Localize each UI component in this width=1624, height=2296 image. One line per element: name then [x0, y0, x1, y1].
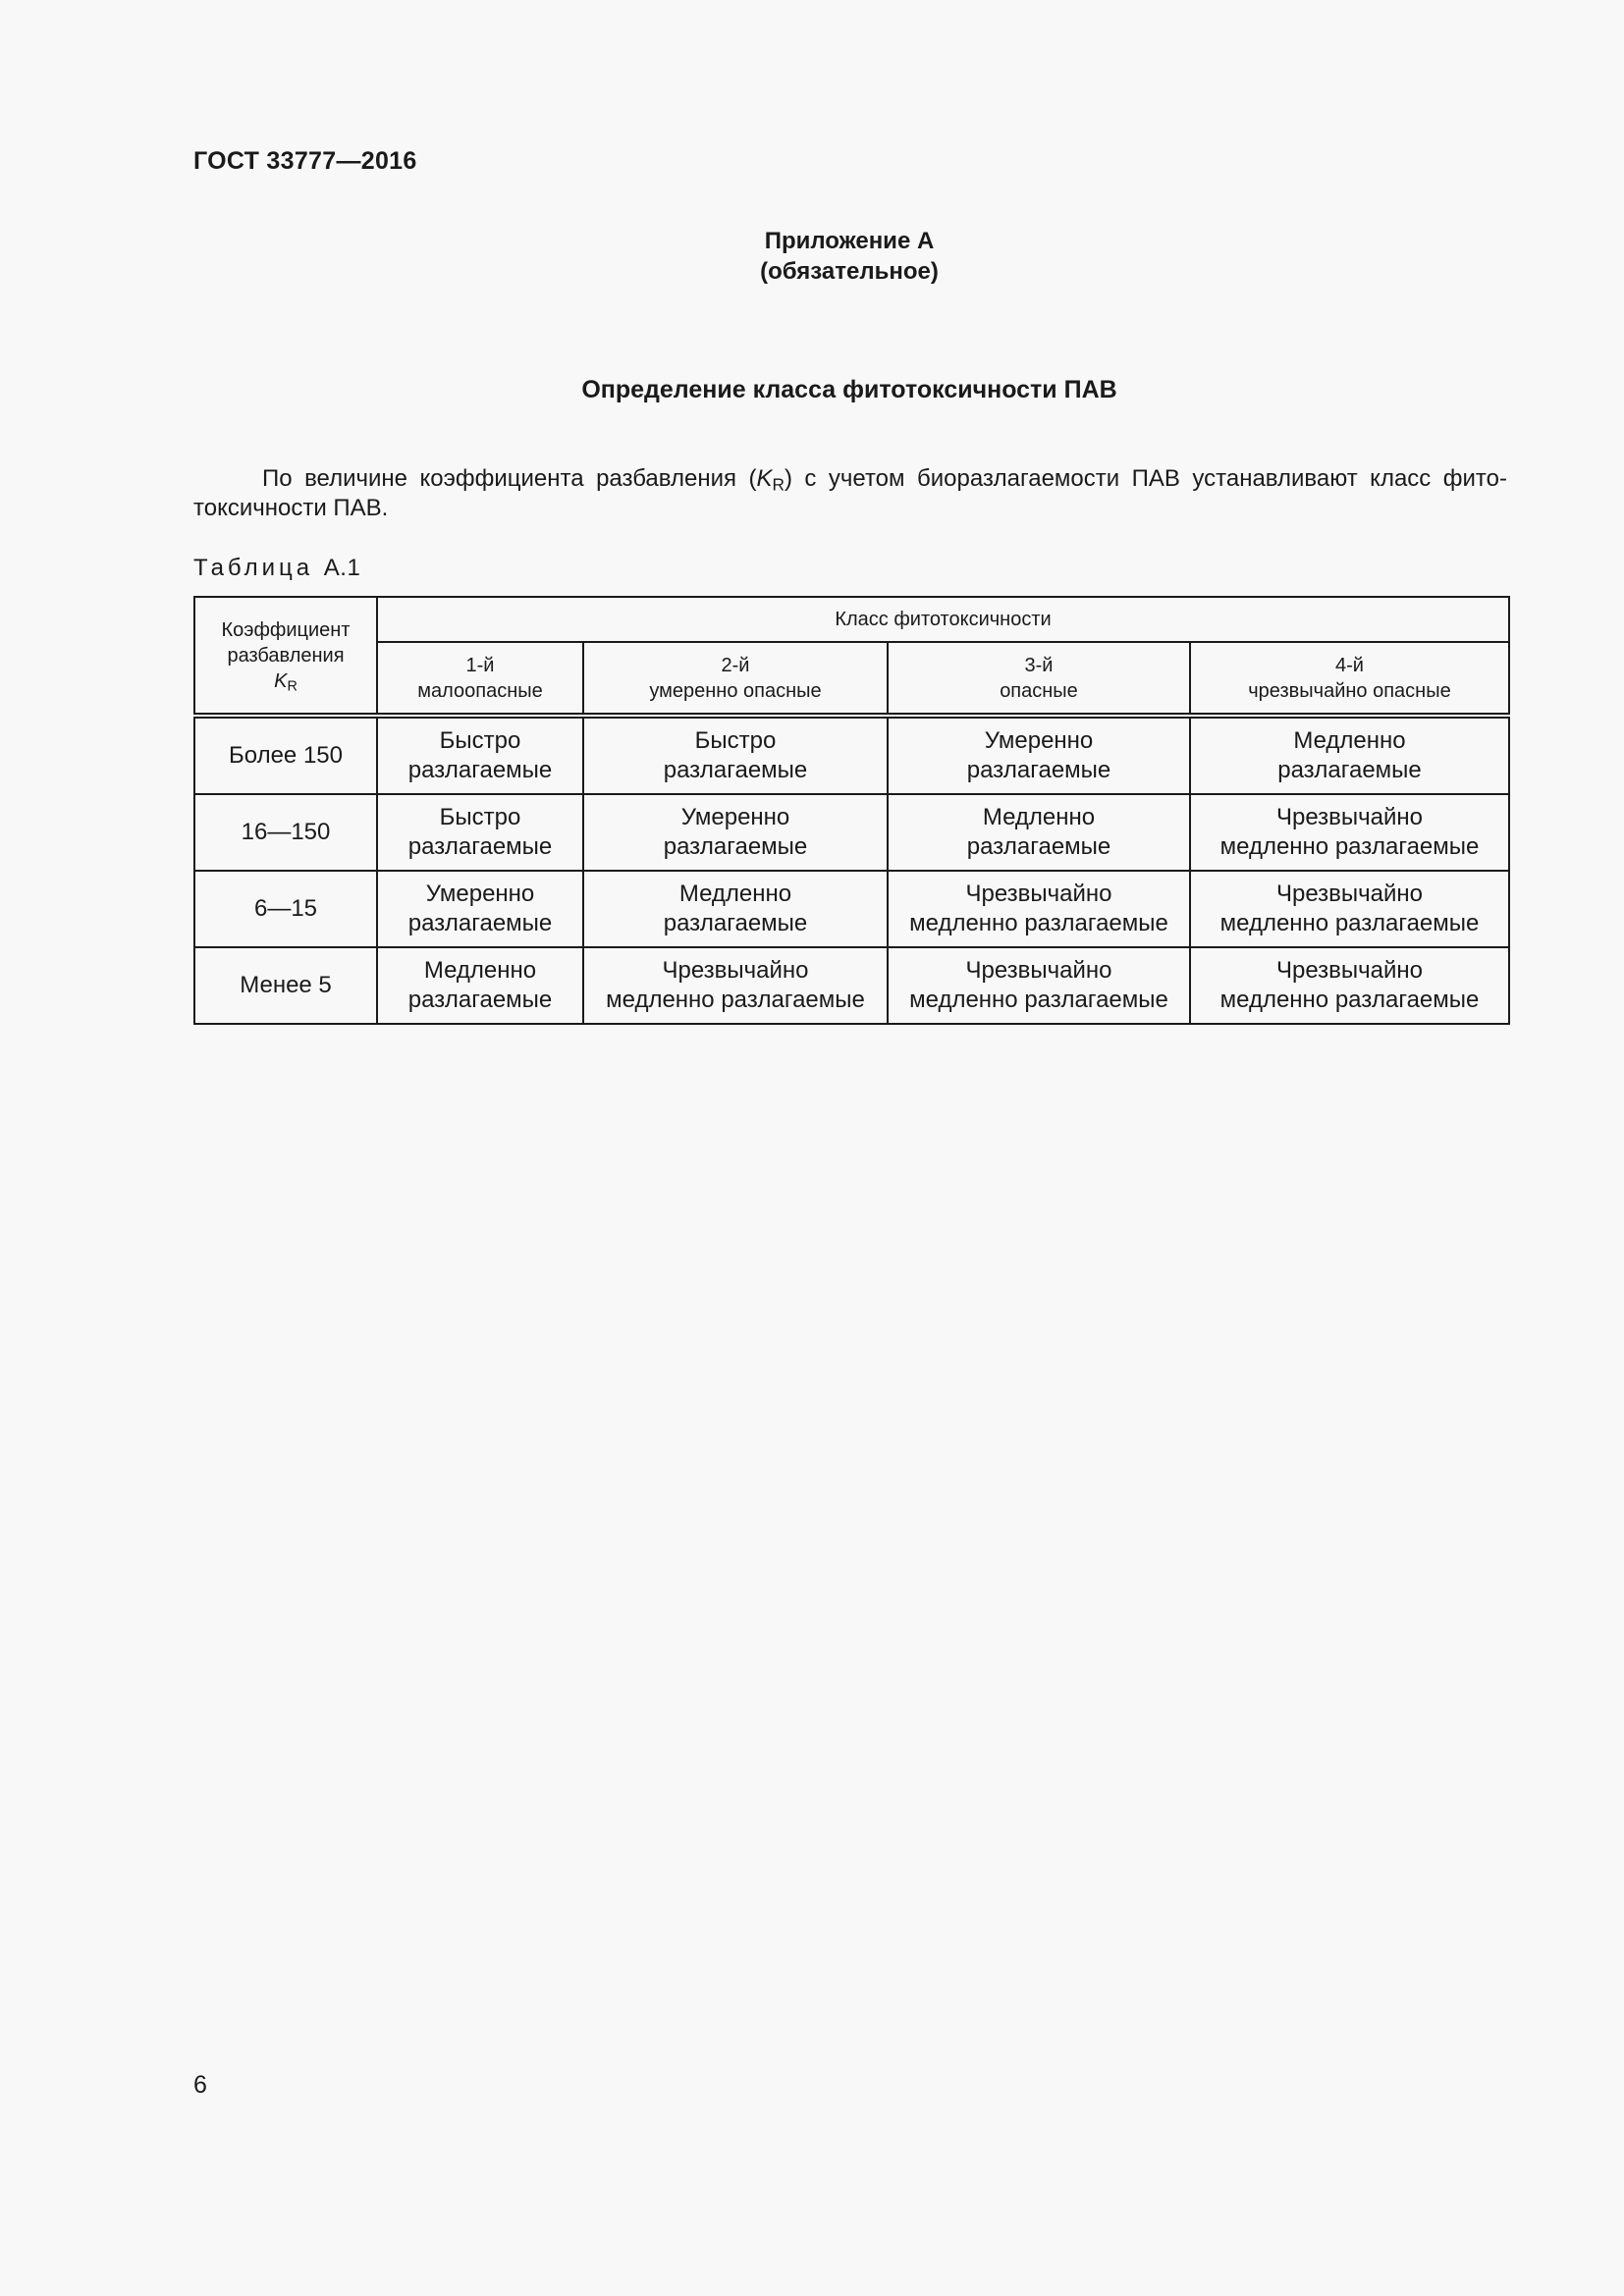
column-number: 1-й	[465, 654, 495, 676]
cell-line1: Медленно	[678, 881, 792, 907]
table-row	[194, 871, 1509, 947]
row-label: 6—15	[194, 871, 377, 947]
cell-line2: разлагаемые	[407, 987, 553, 1013]
table-cell	[583, 794, 888, 871]
row-header-cell	[194, 597, 377, 716]
section-title: Определение класса фитотоксичности ПАВ	[581, 376, 1117, 403]
row-label: Более 150	[194, 716, 377, 794]
phytotoxicity-table	[193, 596, 1510, 1025]
table-caption-word: Таблица	[193, 555, 314, 581]
table-cell	[377, 947, 583, 1024]
cell-line1: Чрезвычайно	[1275, 957, 1424, 984]
row-header-symbol	[199, 668, 372, 694]
column-name: умеренно опасные	[649, 679, 822, 702]
column-number: 3-й	[1024, 654, 1054, 676]
cell-line1: Чрезвычайно	[965, 957, 1112, 984]
table-cell	[377, 871, 583, 947]
row-header-symbol-letter: K	[274, 669, 288, 692]
cell-line1: Быстро	[694, 727, 777, 754]
row-header-line2: разбавления	[227, 644, 345, 667]
cell-line1: Чрезвычайно	[662, 957, 809, 984]
table-cell	[377, 794, 583, 871]
cell-line2: медленно разлагаемые	[909, 987, 1168, 1013]
cell-line2: разлагаемые	[407, 833, 553, 860]
table-cell	[583, 947, 888, 1024]
appendix-heading	[0, 226, 1624, 287]
table-cell	[1190, 871, 1509, 947]
cell-line1: Умеренно	[425, 881, 535, 907]
table-cell	[1190, 794, 1509, 871]
appendix-title: Приложение А	[764, 228, 935, 254]
table-cell	[583, 716, 888, 794]
cell-line2: медленно разлагаемые	[1219, 910, 1480, 936]
column-header-4	[1190, 642, 1509, 716]
table-body	[194, 716, 1509, 1024]
class-group-header: Класс фитотоксичности	[377, 597, 1509, 642]
column-name: малоопасные	[417, 679, 543, 702]
cell-line2: разлагаемые	[663, 910, 808, 936]
cell-line1: Медленно	[1293, 727, 1406, 754]
cell-line1: Чрезвычайно	[965, 881, 1112, 907]
table-cell	[888, 794, 1190, 871]
intro-paragraph	[193, 464, 1507, 523]
cell-line2: разлагаемые	[966, 757, 1111, 783]
table-row	[194, 947, 1509, 1024]
cell-line2: медленно разлагаемые	[909, 910, 1168, 936]
table-cell	[583, 871, 888, 947]
table-cell	[888, 871, 1190, 947]
cell-line1: Чрезвычайно	[1275, 881, 1424, 907]
row-label: Менее 5	[194, 947, 377, 1024]
document-code: ГОСТ 33777—2016	[193, 147, 417, 175]
cell-line1: Умеренно	[984, 727, 1094, 754]
cell-line1: Быстро	[439, 727, 521, 754]
cell-line2: разлагаемые	[663, 757, 808, 783]
column-name: опасные	[1000, 679, 1078, 702]
cell-line2: разлагаемые	[663, 833, 808, 860]
table-caption	[193, 555, 360, 582]
cell-line2: медленно разлагаемые	[1219, 987, 1480, 1013]
cell-line2: медленно разлагаемые	[606, 987, 865, 1013]
cell-line2: разлагаемые	[407, 910, 553, 936]
cell-line1: Умеренно	[680, 804, 790, 830]
table-cell	[888, 947, 1190, 1024]
cell-line2: медленно разлагаемые	[1219, 833, 1480, 860]
cell-line1: Чрезвычайно	[1275, 804, 1424, 830]
table-cell	[377, 716, 583, 794]
cell-line1: Быстро	[439, 804, 521, 830]
row-label: 16—150	[194, 794, 377, 871]
page-number: 6	[193, 2071, 207, 2099]
cell-line2: разлагаемые	[966, 833, 1111, 860]
table-cell	[1190, 716, 1509, 794]
column-number: 2-й	[721, 654, 750, 676]
column-name: чрезвычайно опасные	[1248, 679, 1451, 702]
column-header-2	[583, 642, 888, 716]
column-header-1	[377, 642, 583, 716]
cell-line1: Медленно	[423, 957, 537, 984]
paragraph-text-before: По величине коэффициента разбавления (	[262, 465, 757, 492]
cell-line1: Медленно	[982, 804, 1096, 830]
column-number: 4-й	[1335, 654, 1364, 676]
dilution-symbol-subscript: R	[772, 474, 785, 495]
row-header-symbol-subscript: R	[287, 678, 298, 695]
cell-line2: разлагаемые	[407, 757, 553, 783]
dilution-symbol: K	[756, 465, 773, 492]
paragraph-text-after: ) с учетом биоразлагаемости ПАВ устанавливают класс фитотоксичности ПАВ.	[193, 465, 1507, 521]
column-header-row	[194, 642, 1509, 716]
row-header-line1: Коэффициент	[221, 618, 351, 641]
table-row	[194, 794, 1509, 871]
table-cell	[888, 716, 1190, 794]
column-header-3	[888, 642, 1190, 716]
table-caption-number: А.1	[323, 555, 361, 581]
table-cell	[1190, 947, 1509, 1024]
table-row	[194, 716, 1509, 794]
appendix-status: (обязательное)	[760, 258, 939, 285]
cell-line2: разлагаемые	[1277, 757, 1422, 783]
